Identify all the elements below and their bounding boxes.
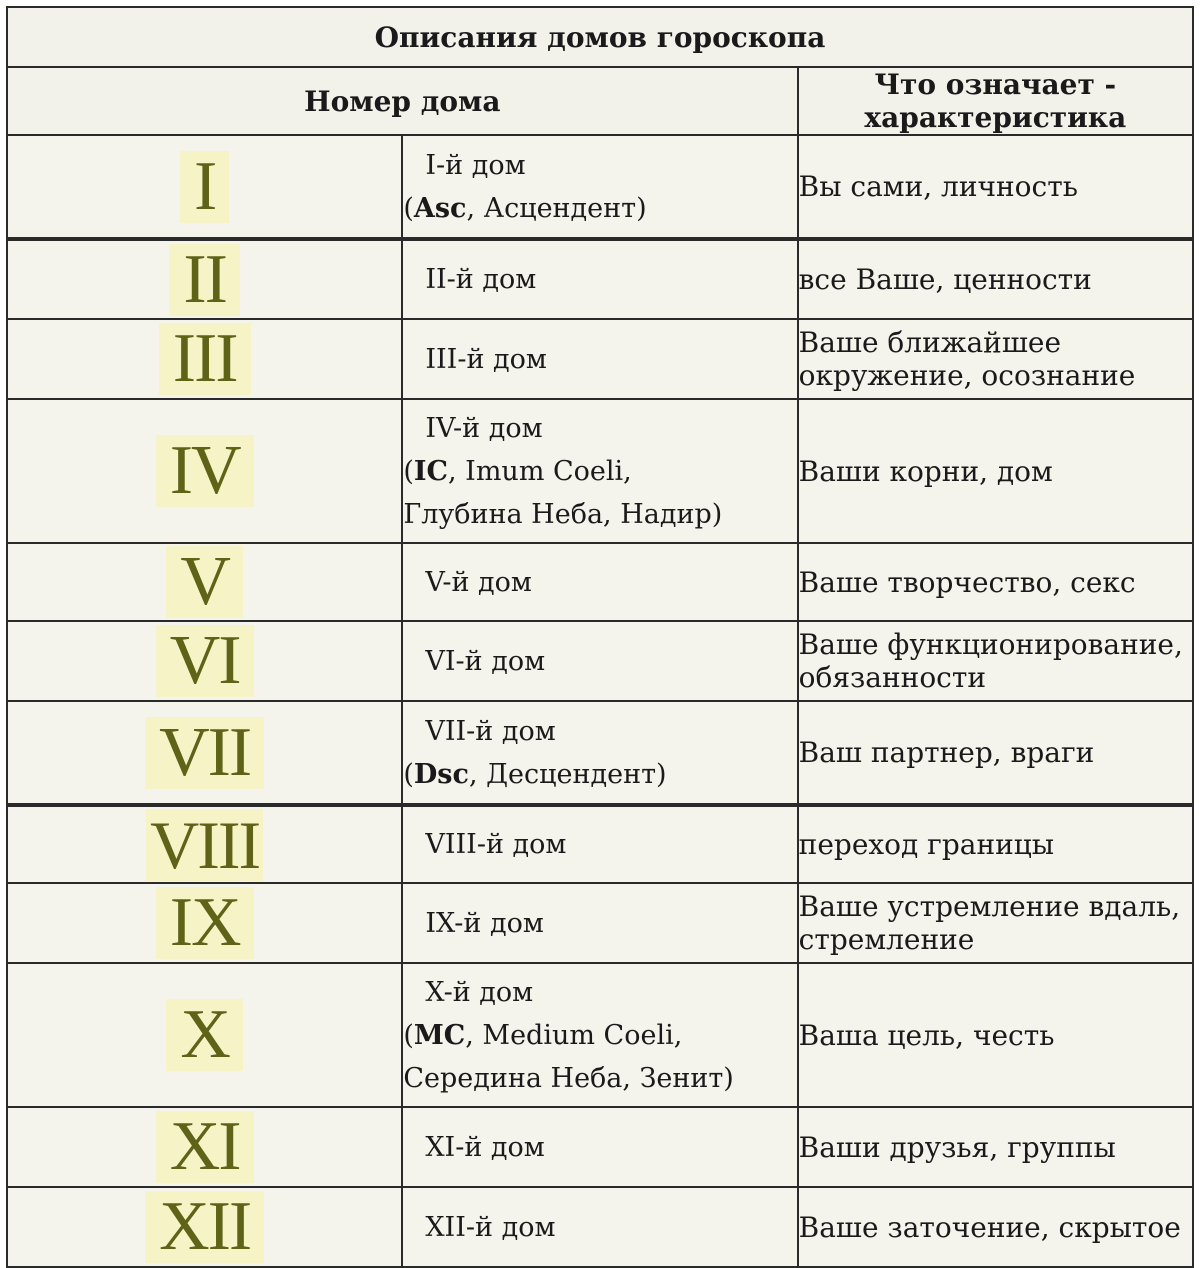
table-row <box>7 963 1193 1107</box>
table-title: Описания домов гороскопа <box>7 7 1193 67</box>
house-numeral: IX <box>156 887 254 959</box>
house-meaning: Ваше заточение, скрытое <box>798 1187 1193 1267</box>
house-numeral-cell <box>7 621 402 701</box>
house-meaning: Ваше ближайшее окружение, осознание <box>798 319 1193 399</box>
house-numeral-cell <box>7 319 402 399</box>
house-name-cell <box>402 805 797 883</box>
house-name: VII-й дом <box>425 715 556 747</box>
house-numeral-cell <box>7 399 402 543</box>
house-meaning: Ваше функционирование, обязанности <box>798 621 1193 701</box>
table-row <box>7 621 1193 701</box>
house-name: V-й дом <box>425 566 532 598</box>
house-name-cell <box>402 1187 797 1267</box>
house-name: VI-й дом <box>425 645 546 677</box>
houses-table <box>6 6 1194 1268</box>
house-name-cell <box>402 883 797 963</box>
house-alias-rest: , Десцендент) <box>468 758 667 790</box>
house-alias-line2: Глубина Неба, Надир) <box>403 498 723 530</box>
house-numeral: II <box>169 244 240 316</box>
house-numeral-cell <box>7 239 402 319</box>
house-name-cell <box>402 1107 797 1187</box>
house-numeral-cell <box>7 805 402 883</box>
house-numeral: X <box>166 999 243 1071</box>
house-numeral-cell <box>7 1187 402 1267</box>
house-numeral-cell <box>7 963 402 1107</box>
house-name: XI-й дом <box>425 1131 545 1163</box>
house-alias <box>403 753 796 796</box>
house-numeral: XI <box>156 1111 254 1183</box>
horoscope-houses-document <box>6 6 1194 1265</box>
house-numeral: VII <box>145 717 264 789</box>
house-meaning: Ваши корни, дом <box>798 399 1193 543</box>
house-name: IV-й дом <box>425 412 543 444</box>
house-name: XII-й дом <box>425 1211 556 1243</box>
house-name-cell <box>402 239 797 319</box>
table-row <box>7 883 1193 963</box>
house-numeral: XII <box>145 1191 264 1263</box>
house-name: VIII-й дом <box>425 829 567 860</box>
table-row <box>7 1107 1193 1187</box>
table-row <box>7 543 1193 621</box>
house-name-cell <box>402 963 797 1107</box>
house-numeral: I <box>180 151 229 223</box>
house-alias <box>403 450 796 493</box>
table-row <box>7 701 1193 805</box>
house-alias-line2: Середина Неба, Зенит) <box>403 1062 734 1094</box>
house-numeral-cell <box>7 543 402 621</box>
table-row <box>7 239 1193 319</box>
paren-open: ( <box>403 192 414 224</box>
house-numeral-cell <box>7 883 402 963</box>
house-numeral: V <box>166 546 243 618</box>
house-numeral-cell <box>7 135 402 239</box>
house-alias <box>403 187 796 230</box>
house-name-cell <box>402 701 797 805</box>
house-name-cell <box>402 543 797 621</box>
column-header-meaning: Что означает - характеристика <box>798 67 1193 135</box>
house-meaning: Ваша цель, честь <box>798 963 1193 1107</box>
house-name: X-й дом <box>425 976 534 1008</box>
table-row <box>7 1187 1193 1267</box>
house-name-cell <box>402 319 797 399</box>
house-numeral-cell <box>7 701 402 805</box>
paren-open: ( <box>403 1019 414 1051</box>
paren-open: ( <box>403 455 414 487</box>
house-meaning: Ваше устремление вдаль, стремление <box>798 883 1193 963</box>
house-meaning: Ваше творчество, секс <box>798 543 1193 621</box>
table-row <box>7 135 1193 239</box>
house-name: IX-й дом <box>425 907 544 939</box>
table-row <box>7 319 1193 399</box>
house-abbrev: Dsc <box>413 758 469 790</box>
house-meaning: Ваш партнер, враги <box>798 701 1193 805</box>
house-alias <box>403 1014 796 1057</box>
house-name: III-й дом <box>425 343 547 375</box>
house-abbrev: IC <box>413 455 448 487</box>
table-row <box>7 805 1193 883</box>
paren-open: ( <box>403 758 414 790</box>
caption-row <box>7 7 1193 67</box>
house-meaning: все Ваше, ценности <box>798 239 1193 319</box>
house-alias-rest: , Imum Coeli, <box>448 455 632 487</box>
house-numeral: IV <box>156 435 254 507</box>
house-numeral-cell <box>7 1107 402 1187</box>
house-alias-rest: , Medium Coeli, <box>465 1019 683 1051</box>
house-name: I-й дом <box>425 149 526 181</box>
house-abbrev: MC <box>413 1019 466 1051</box>
house-name-cell <box>402 399 797 543</box>
house-name-cell <box>402 135 797 239</box>
table-row <box>7 399 1193 543</box>
house-alias-rest: , Асцендент) <box>466 192 647 224</box>
column-header-number: Номер дома <box>7 67 798 135</box>
house-meaning: переход границы <box>798 805 1193 883</box>
house-name-cell <box>402 621 797 701</box>
house-name: II-й дом <box>425 264 537 295</box>
house-numeral: VI <box>156 625 254 697</box>
house-numeral: VIII <box>146 809 263 881</box>
house-meaning: Вы сами, личность <box>798 135 1193 239</box>
house-numeral: III <box>159 323 251 395</box>
house-abbrev: Asc <box>413 192 467 224</box>
house-meaning: Ваши друзья, группы <box>798 1107 1193 1187</box>
header-row <box>7 67 1193 135</box>
